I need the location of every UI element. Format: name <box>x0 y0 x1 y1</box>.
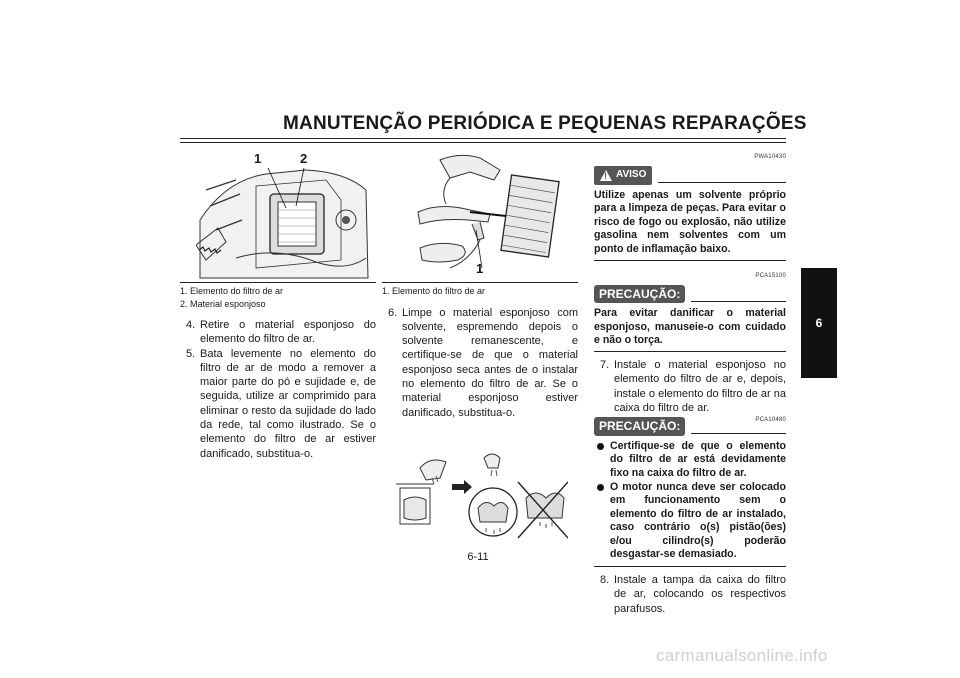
caution-text: Para evitar danificar o material esponjoso, manuseie-o com cuidado e não o torça. <box>594 307 786 352</box>
warning-label: AVISO <box>616 169 647 181</box>
steps-list <box>180 318 376 461</box>
bullet-text: O motor nunca deve ser colocado em funcionamento sem o elemento do filtro de ar instalado, caso contrário o(s) pistão(ões) e/ou cilindro(s) poderão desgastar-se demasiado. <box>610 480 786 561</box>
caution-heading <box>594 285 786 303</box>
column-left <box>180 150 376 461</box>
step-number: 4. <box>186 319 196 331</box>
step-number: 6. <box>388 306 398 319</box>
warning-triangle-icon: ! <box>600 170 612 181</box>
step-number: 7. <box>600 358 610 371</box>
warning-heading <box>594 166 786 184</box>
step-text: Limpe o material esponjoso com solvente, espremendo depois o solvente remanescente, e certifique-se de que o material esponjoso seca antes de o instalar no elemento do filtro de ar. Se o material esponjoso estiver danificado, substitua-o. <box>402 306 578 419</box>
steps-list <box>594 573 786 616</box>
caution-badge: PRECAUÇÃO: <box>594 417 685 435</box>
sponge-cleaning-illustration <box>390 438 568 543</box>
caution-code: PCA10480 <box>755 417 786 424</box>
bullet-item <box>594 440 786 481</box>
warning-badge <box>594 166 652 184</box>
warning-code: PWA10430 <box>754 154 786 160</box>
callout-1: 1 <box>254 151 262 166</box>
column-right <box>594 150 786 616</box>
caption-item: 1. Elemento do filtro de ar <box>382 286 486 296</box>
caption-item: 1. Elemento do filtro de ar <box>180 286 284 296</box>
callout-1: 1 <box>476 261 484 276</box>
air-gun-illustration <box>410 150 570 280</box>
heading-rule <box>691 419 786 434</box>
step-text: Bata levemente no elemento do filtro de ar de modo a remover a maior parte do pó e sujidade e, de seguida, utilize ar comprimido para eliminar o resto da sujidade do lado da rede, tal como ilustrado. Se o elemento do filtro de ar estiver danificado, substitua-o. <box>200 347 376 460</box>
air-filter-illustration <box>196 150 370 280</box>
step-number: 5. <box>186 347 196 360</box>
bullet-item <box>594 481 786 563</box>
caution-code: PCA15100 <box>755 272 786 279</box>
warning-text: Utilize apenas um solvente próprio para a limpeza de peças. Para evitar o risco de fogo ou explosão, não utilize gasolina nem solventes com um ponto de inflamação baixo. <box>594 189 786 261</box>
step-item <box>594 358 786 415</box>
caution-heading <box>594 417 786 435</box>
compressed-air-photo <box>410 150 570 280</box>
heading-rule <box>691 287 786 302</box>
steps-list <box>382 306 578 420</box>
step-item <box>180 318 376 347</box>
air-filter-photo <box>196 150 370 280</box>
bullet-icon <box>597 443 604 450</box>
header-rule <box>180 138 786 143</box>
page-title: MANUTENÇÃO PERIÓDICA E PEQUENAS REPARAÇÕES <box>283 113 807 134</box>
step-item <box>382 306 578 420</box>
step-text: Instale o material esponjoso no elemento do filtro de ar e, depois, instale o elemento do filtro de ar na caixa do filtro de ar. <box>614 358 786 414</box>
caution-badge: PRECAUÇÃO: <box>594 285 685 303</box>
step-item <box>594 573 786 616</box>
step-text: Retire o material esponjoso do elemento do filtro de ar. <box>200 319 376 346</box>
bullet-icon <box>597 484 604 491</box>
figure-caption <box>180 283 376 310</box>
column-middle <box>382 150 578 543</box>
steps-list <box>594 358 786 415</box>
cleaning-steps-drawing <box>390 438 568 543</box>
caution-bullets <box>594 440 786 567</box>
watermark-link[interactable]: carmanualsonline.info <box>656 646 828 665</box>
step-number: 8. <box>600 574 610 587</box>
step-item <box>180 347 376 461</box>
caption-item: 2. Material esponjoso <box>180 298 266 309</box>
callout-2: 2 <box>300 151 308 166</box>
heading-rule <box>658 168 786 183</box>
step-text: Instale a tampa da caixa do filtro de ar, colocando os respectivos parafusos. <box>614 574 786 615</box>
figure-caption <box>382 283 578 298</box>
page-number: 6-11 <box>467 551 489 563</box>
chapter-tab[interactable]: 6 <box>801 268 837 378</box>
bullet-text: Certifique-se de que o elemento do filtro de ar está devidamente fixo na caixa do filtro de ar. <box>610 439 786 479</box>
